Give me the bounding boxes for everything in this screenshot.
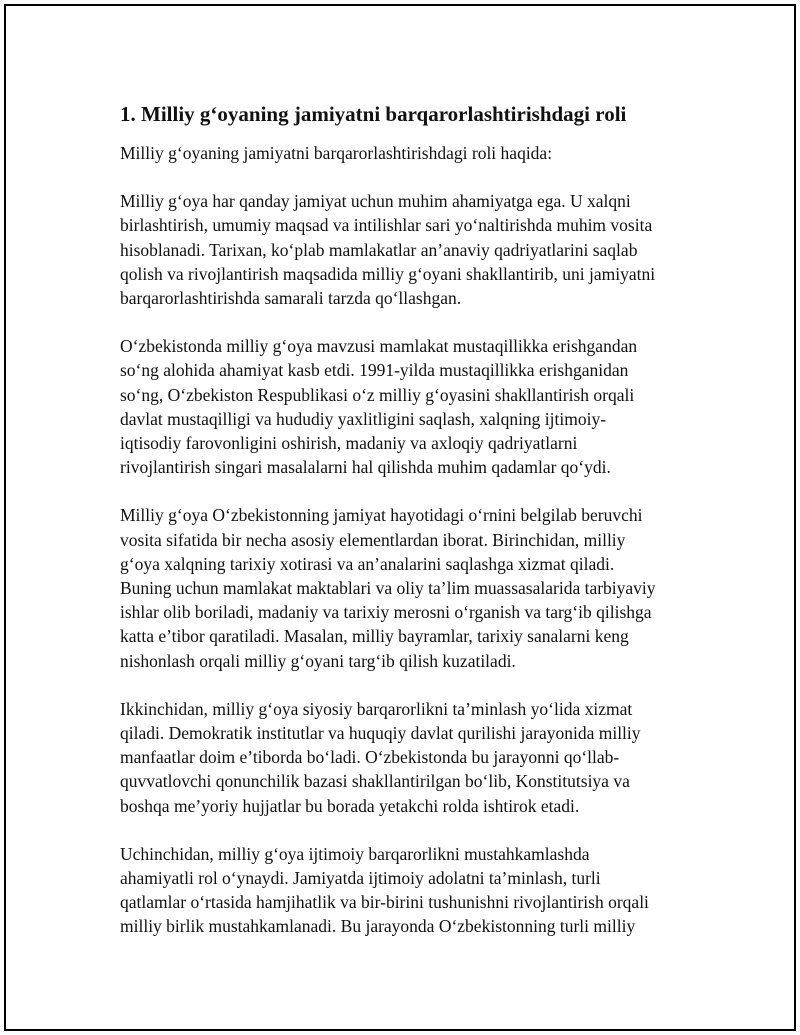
paragraph-line: barqarorlashtirishda samarali tarzda qo‘llashgan.	[120, 288, 462, 309]
document-page	[4, 4, 796, 1031]
intro-paragraph	[120, 141, 680, 165]
paragraph-line: g‘oya xalqning tarixiy xotirasi va an’analarini saqlashga xizmat qiladi.	[120, 553, 615, 574]
paragraph-line: Milliy g‘oya O‘zbekistonning jamiyat hayotidagi o‘rnini belgilab beruvchi	[120, 505, 643, 526]
paragraph-line: ishlar olib boriladi, madaniy va tarixiy merosni o‘rganish va targ‘ib qilishga	[120, 602, 652, 623]
paragraph-line: Milliy g‘oya har qanday jamiyat uchun muhim ahamiyatga ega. U xalqni	[120, 191, 631, 212]
paragraph-line: so‘ng, O‘zbekiston Respublikasi o‘z milliy g‘oyasini shakllantirish orqali	[120, 384, 635, 405]
paragraph-line: Uchinchidan, milliy g‘oya ijtimoiy barqarorlikni mustahkamlashda	[120, 843, 590, 864]
paragraph-line: rivojlantirish singari masalalarni hal qilishda muhim qadamlar qo‘ydi.	[120, 457, 611, 478]
paragraph-line: quvvatlovchi qonunchilik bazasi shakllantirilgan bo‘lib, Konstitutsiya va	[120, 771, 630, 792]
paragraph-line: qolish va rivojlantirish maqsadida milliy g‘oyani shakllantirib, uni jamiyatni	[120, 263, 656, 284]
paragraph-first-element	[120, 503, 680, 672]
paragraph-line: hisoblanadi. Tarixan, ko‘plab mamlakatlar an’anaviy qadriyatlarini saqlab	[120, 239, 638, 260]
paragraph-line: O‘zbekistonda milliy g‘oya mavzusi mamlakat mustaqillikka erishgandan	[120, 336, 638, 357]
paragraph-line: so‘ng alohida ahamiyat kasb etdi. 1991-yilda mustaqillikka erishganidan	[120, 360, 629, 381]
paragraph-line: Ikkinchidan, milliy g‘oya siyosiy barqarorlikni ta’minlash yo‘lida xizmat	[120, 698, 633, 719]
paragraph-line: Milliy g‘oyaning jamiyatni barqarorlashtirishdagi roli haqida:	[120, 143, 553, 163]
paragraph-third-element	[120, 842, 680, 939]
paragraph-line: Buning uchun mamlakat maktablari va oliy ta’lim muassasalarida tarbiyaviy	[120, 578, 656, 599]
paragraph-line: katta e’tibor qaratiladi. Masalan, milliy bayramlar, tarixiy sanalarni keng	[120, 626, 629, 647]
paragraph-line: milliy birlik mustahkamlanadi. Bu jarayonda O‘zbekistonning turli milliy	[120, 916, 636, 937]
paragraph-line: davlat mustaqilligi va hududiy yaxlitligini saqlash, xalqning ijtimoiy-	[120, 408, 607, 429]
paragraph-general	[120, 189, 680, 310]
paragraph-second-element	[120, 697, 680, 818]
paragraph-line: iqtisodiy farovonligini oshirish, madaniy va axloqiy qadriyatlarni	[120, 433, 578, 454]
paragraph-line: qatlamlar o‘rtasida hamjihatlik va bir-birini tushunishni rivojlantirish orqali	[120, 892, 649, 913]
section-heading: 1. Milliy g‘oyaning jamiyatni barqarorlashtirishdagi roli	[120, 102, 627, 126]
paragraph-line: boshqa me’yoriy hujjatlar bu borada yetakchi rolda ishtirok etadi.	[120, 795, 580, 816]
paragraph-uzbekistan	[120, 334, 680, 479]
paragraph-line: qiladi. Demokratik institutlar va huquqiy davlat qurilishi jarayonida milliy	[120, 723, 641, 744]
paragraph-line: birlashtirish, umumiy maqsad va intilishlar sari yo‘naltirishda muhim vosita	[120, 215, 653, 236]
paragraph-line: manfaatlar doim e’tiborda bo‘ladi. O‘zbekistonda bu jarayonni qo‘llab-	[120, 747, 620, 768]
paragraph-line: nishonlash orqali milliy g‘oyani targ‘ib qilish kuzatiladi.	[120, 650, 516, 671]
paragraph-line: ahamiyatli rol o‘ynaydi. Jamiyatda ijtimoiy adolatni ta’minlash, turli	[120, 868, 601, 889]
paragraph-line: vosita sifatida bir necha asosiy elementlardan iborat. Birinchidan, milliy	[120, 529, 626, 550]
document-body	[120, 100, 680, 963]
